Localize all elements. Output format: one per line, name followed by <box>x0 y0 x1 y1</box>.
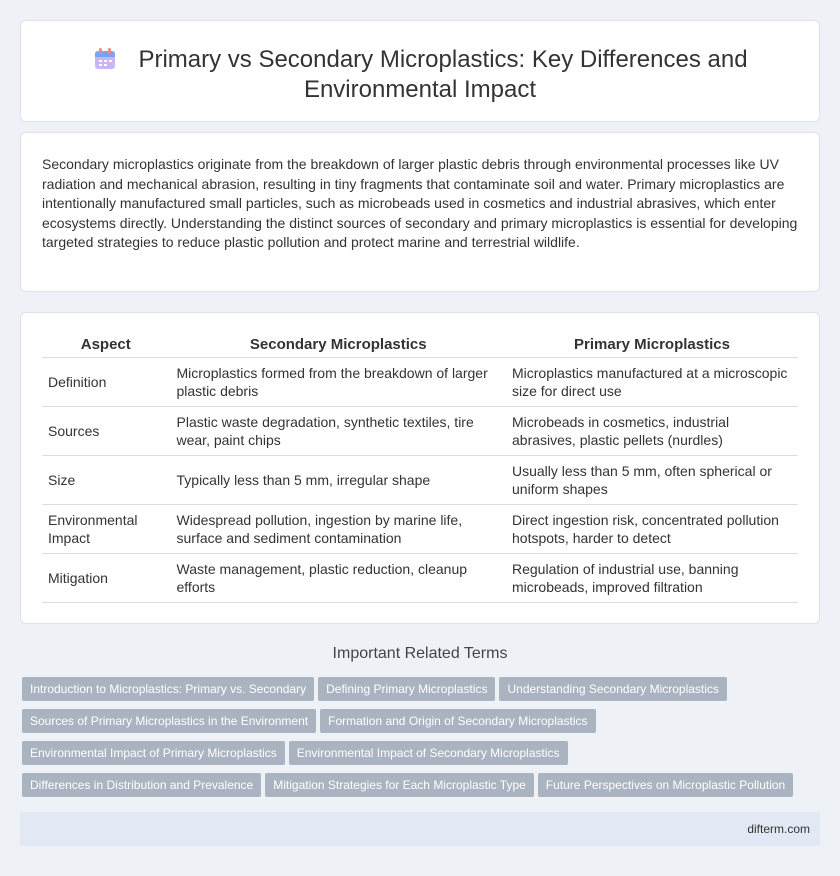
row-aspect: Mitigation <box>42 553 170 602</box>
page-title-text: Primary vs Secondary Microplastics: Key Differences and Environmental Impact <box>138 46 748 103</box>
column-header-aspect: Aspect <box>42 335 170 357</box>
tag-row <box>22 773 822 805</box>
table-header-row <box>42 335 798 357</box>
related-term-tag[interactable]: Introduction to Microplastics: Primary vs. Secondary <box>22 677 314 701</box>
comparison-table <box>42 335 798 603</box>
row-primary: Direct ingestion risk, concentrated pollution hotspots, harder to detect <box>506 504 798 553</box>
related-term-tag[interactable]: Defining Primary Microplastics <box>318 677 495 701</box>
row-primary: Regulation of industrial use, banning microbeads, improved filtration <box>506 553 798 602</box>
related-term-tag[interactable]: Mitigation Strategies for Each Microplastic Type <box>265 773 534 797</box>
table-row <box>42 455 798 504</box>
intro-paragraph: Secondary microplastics originate from the breakdown of larger plastic debris through environmental processes like UV radiation and mechanical abrasion, resulting in tiny fragments that contaminate soil and water. Primary microplastics are intentionally manufactured small particles, such as microbeads used in cosmetics and industrial abrasives, which enter ecosystems directly. Understanding the distinct sources of secondary and primary microplastics is essential for developing targeted strategies to reduce plastic pollution and protect marine and terrestrial wildlife. <box>42 156 798 251</box>
row-primary: Usually less than 5 mm, often spherical or uniform shapes <box>506 455 798 504</box>
table-row <box>42 553 798 602</box>
column-header-primary: Primary Microplastics <box>506 335 798 357</box>
row-secondary: Typically less than 5 mm, irregular shape <box>170 455 506 504</box>
tag-row <box>22 677 822 709</box>
related-terms-title: Important Related Terms <box>332 645 508 662</box>
calendar-icon <box>92 46 118 72</box>
row-aspect: Size <box>42 455 170 504</box>
row-primary: Microplastics manufactured at a microscopic size for direct use <box>506 357 798 406</box>
footer <box>20 812 820 846</box>
related-term-tag[interactable]: Formation and Origin of Secondary Microplastics <box>320 709 595 733</box>
row-aspect: Environmental Impact <box>42 504 170 553</box>
row-secondary: Widespread pollution, ingestion by marine life, surface and sediment contamination <box>170 504 506 553</box>
row-secondary: Microplastics formed from the breakdown of larger plastic debris <box>170 357 506 406</box>
table-row <box>42 406 798 455</box>
related-terms-list <box>22 677 822 805</box>
tag-row <box>22 741 822 773</box>
row-secondary: Waste management, plastic reduction, cleanup efforts <box>170 553 506 602</box>
table-row <box>42 504 798 553</box>
tag-row <box>22 709 822 741</box>
footer-site-link[interactable]: difterm.com <box>747 822 810 836</box>
row-aspect: Sources <box>42 406 170 455</box>
related-term-tag[interactable]: Environmental Impact of Secondary Microplastics <box>289 741 568 765</box>
related-term-tag[interactable]: Differences in Distribution and Prevalence <box>22 773 261 797</box>
table-row <box>42 357 798 406</box>
page-title <box>21 45 819 105</box>
related-term-tag[interactable]: Sources of Primary Microplastics in the Environment <box>22 709 316 733</box>
intro-card <box>20 132 820 292</box>
row-aspect: Definition <box>42 357 170 406</box>
row-primary: Microbeads in cosmetics, industrial abrasives, plastic pellets (nurdles) <box>506 406 798 455</box>
row-secondary: Plastic waste degradation, synthetic textiles, tire wear, paint chips <box>170 406 506 455</box>
related-term-tag[interactable]: Environmental Impact of Primary Microplastics <box>22 741 285 765</box>
column-header-secondary: Secondary Microplastics <box>170 335 506 357</box>
comparison-card <box>20 312 820 624</box>
related-term-tag[interactable]: Understanding Secondary Microplastics <box>499 677 726 701</box>
title-card <box>20 20 820 122</box>
related-term-tag[interactable]: Future Perspectives on Microplastic Pollution <box>538 773 793 797</box>
